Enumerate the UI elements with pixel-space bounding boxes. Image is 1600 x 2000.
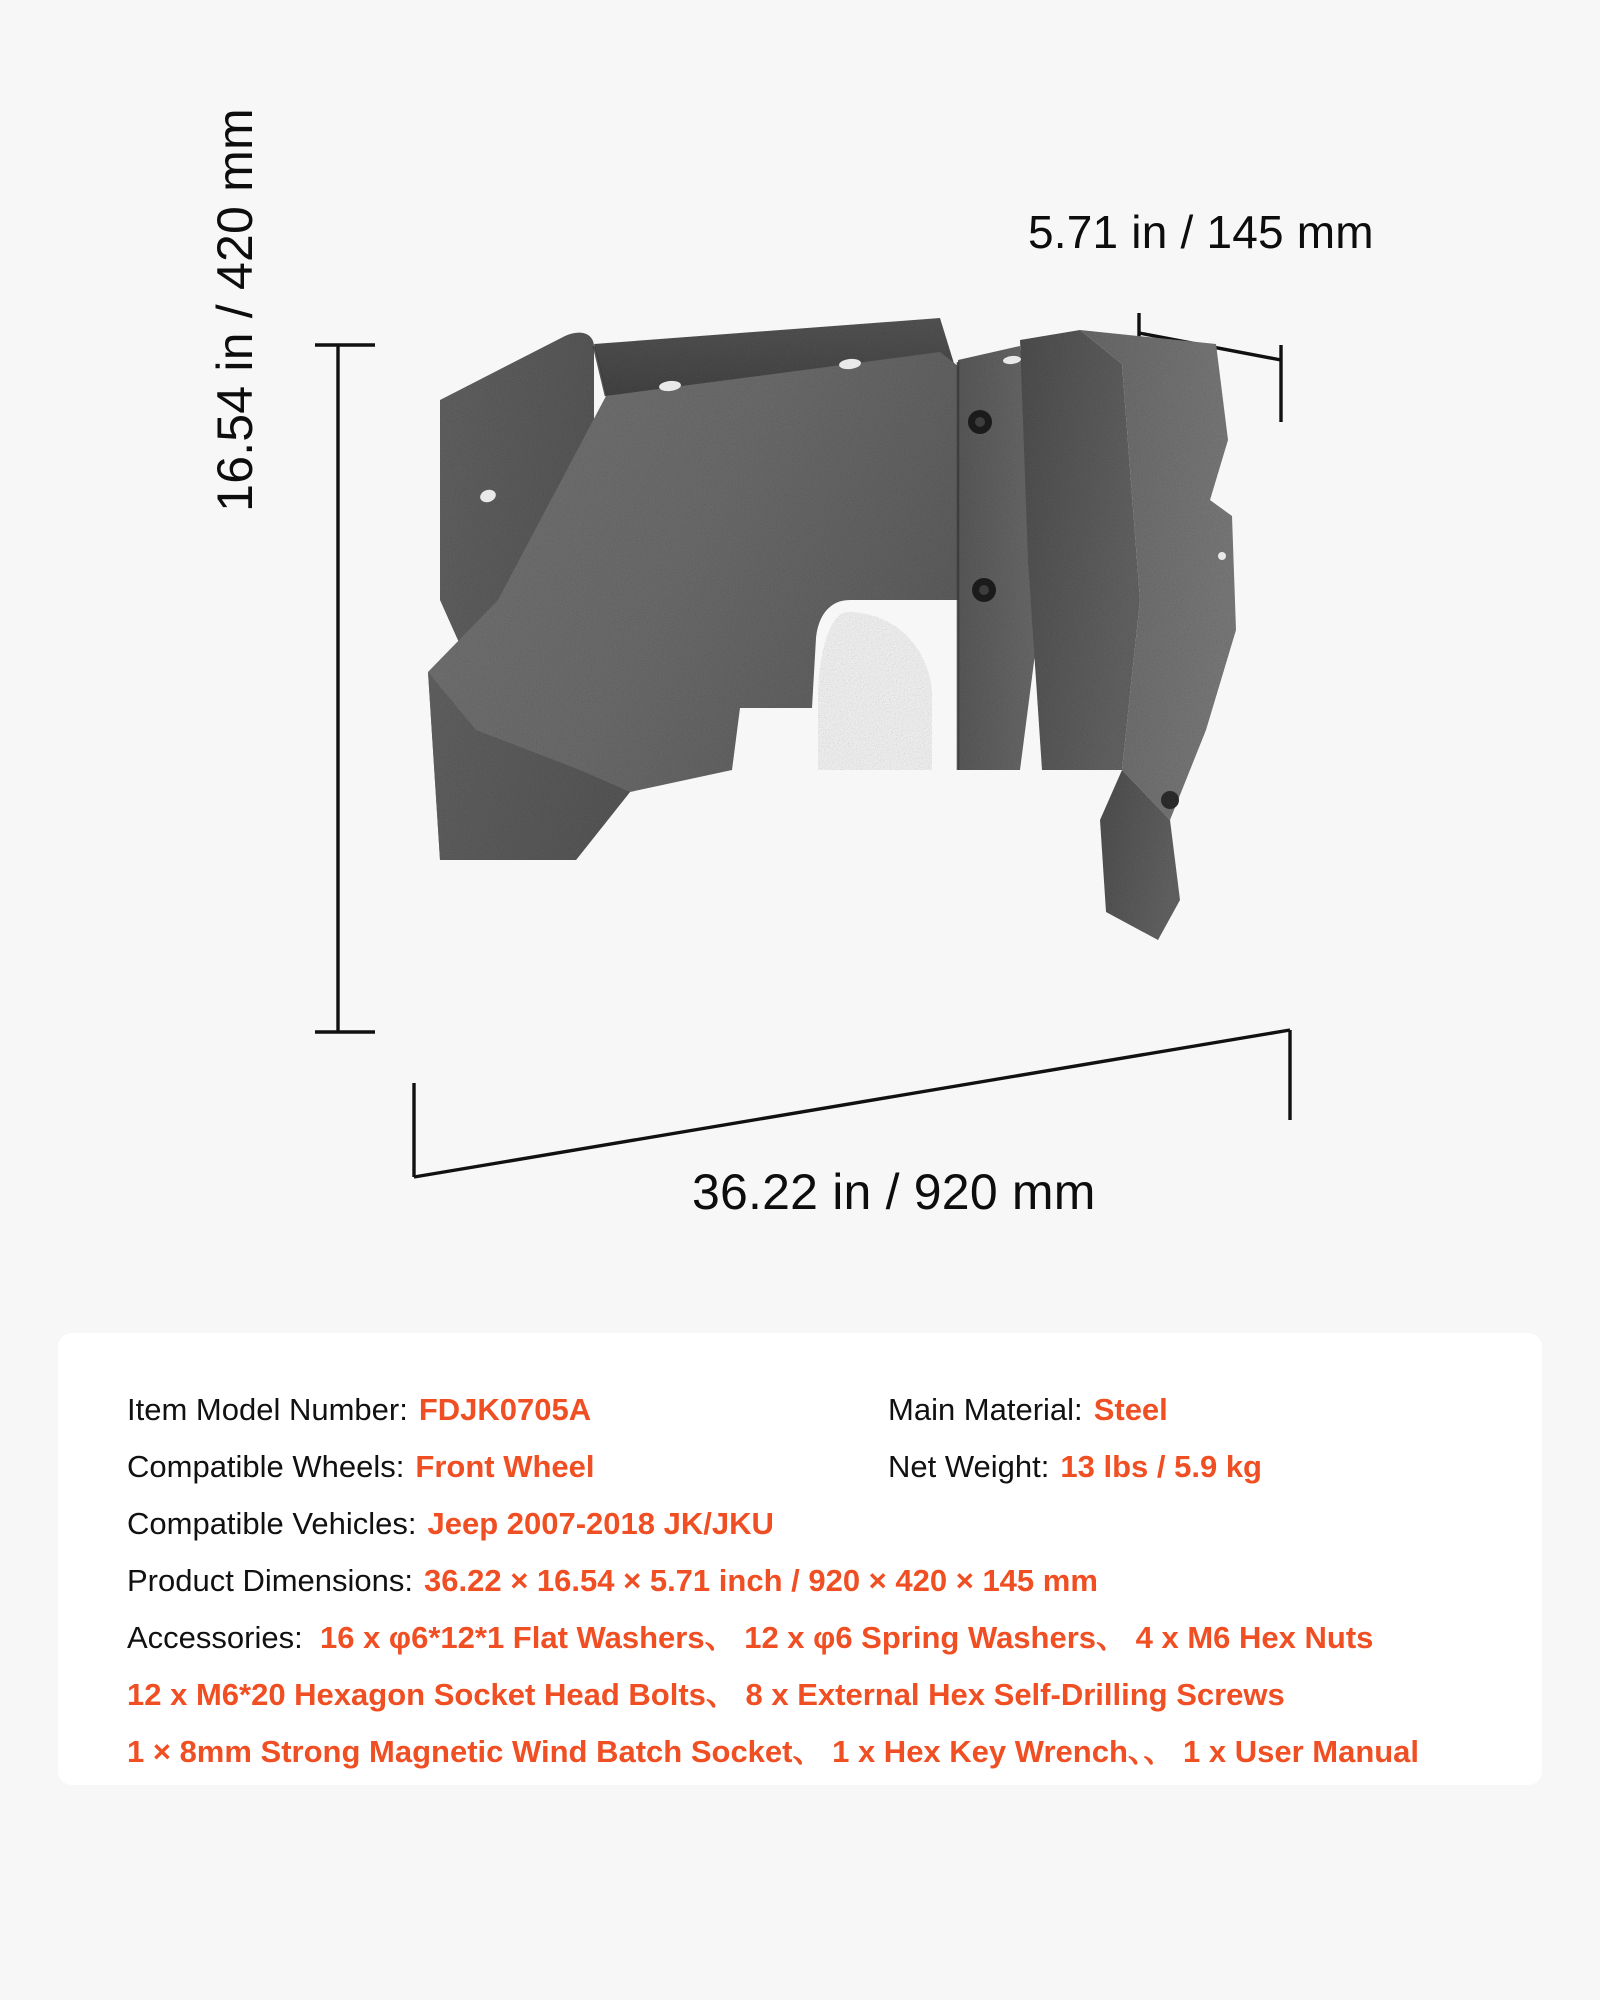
bolt-head: [1161, 791, 1179, 809]
spec-value-compatible-vehicles: Jeep 2007-2018 JK/JKU: [427, 1506, 774, 1541]
spec-label-net-weight: Net Weight:: [888, 1449, 1050, 1484]
spec-row-compatible-wheels: [127, 1438, 888, 1495]
spec-label-compatible-wheels: Compatible Wheels:: [127, 1449, 405, 1484]
part-right-inner-face: [1020, 330, 1140, 770]
bolt-head: [972, 578, 996, 602]
spec-row-product-dimensions-wrap: [58, 1552, 1542, 1609]
accessories-text-3: 1 × 8mm Strong Magnetic Wind Batch Socket、 1 x Hex Key Wrench、、 1 x User Manual: [127, 1734, 1420, 1769]
accessories-text-1: 16 x φ6*12*1 Flat Washers、 12 x φ6 Spring Washers、 4 x M6 Hex Nuts: [319, 1620, 1374, 1655]
accessories-text-2: 12 x M6*20 Hexagon Socket Head Bolts、 8 x External Hex Self-Drilling Screws: [127, 1677, 1285, 1712]
part-wheel-cutout: [818, 612, 932, 770]
mounting-hole: [1218, 552, 1226, 560]
spec-grid: [58, 1381, 1542, 1780]
spec-label-product-dimensions: Product Dimensions:: [127, 1563, 414, 1598]
spec-value-product-dimensions: 36.22 × 16.54 × 5.71 inch / 920 × 420 × 145 mm: [424, 1563, 1098, 1598]
spec-label-compatible-vehicles: Compatible Vehicles:: [127, 1506, 417, 1541]
spec-value-main-material: Steel: [1093, 1392, 1168, 1427]
spec-row-accessories: [58, 1609, 1542, 1780]
spec-label-accessories: Accessories:: [127, 1620, 303, 1655]
bolt-head: [968, 410, 992, 434]
spec-value-compatible-wheels: Front Wheel: [415, 1449, 595, 1484]
spec-row-net-weight: [888, 1438, 1262, 1495]
spec-row-compatible-vehicles: [127, 1495, 1542, 1552]
spec-value-net-weight: 13 lbs / 5.9 kg: [1060, 1449, 1262, 1484]
spec-row-compatible-vehicles-wrap: [58, 1495, 1542, 1552]
dimension-label-height: 16.54 in / 420 mm: [207, 108, 263, 512]
spec-row-group: [58, 1381, 1542, 1438]
spec-row-main-material: [888, 1381, 1168, 1438]
spec-row-item-model-number: [127, 1381, 888, 1438]
dimension-label-length: 36.22 in / 920 mm: [692, 1164, 1096, 1220]
spec-label-item-model-number: Item Model Number:: [127, 1392, 408, 1427]
specification-card: [58, 1333, 1542, 1785]
accessories-line-1: [127, 1609, 1542, 1666]
spec-label-main-material: Main Material:: [888, 1392, 1083, 1427]
accessories-line-3: [127, 1723, 1542, 1780]
product-illustration: [380, 300, 1280, 1040]
spec-row-product-dimensions: [127, 1552, 1542, 1609]
accessories-line-2: [127, 1666, 1542, 1723]
dimension-label-width: 5.71 in / 145 mm: [1028, 206, 1374, 258]
spec-row-group: [58, 1438, 1542, 1495]
spec-value-item-model-number: FDJK0705A: [418, 1392, 592, 1427]
length-dimension-line: [414, 1030, 1290, 1177]
